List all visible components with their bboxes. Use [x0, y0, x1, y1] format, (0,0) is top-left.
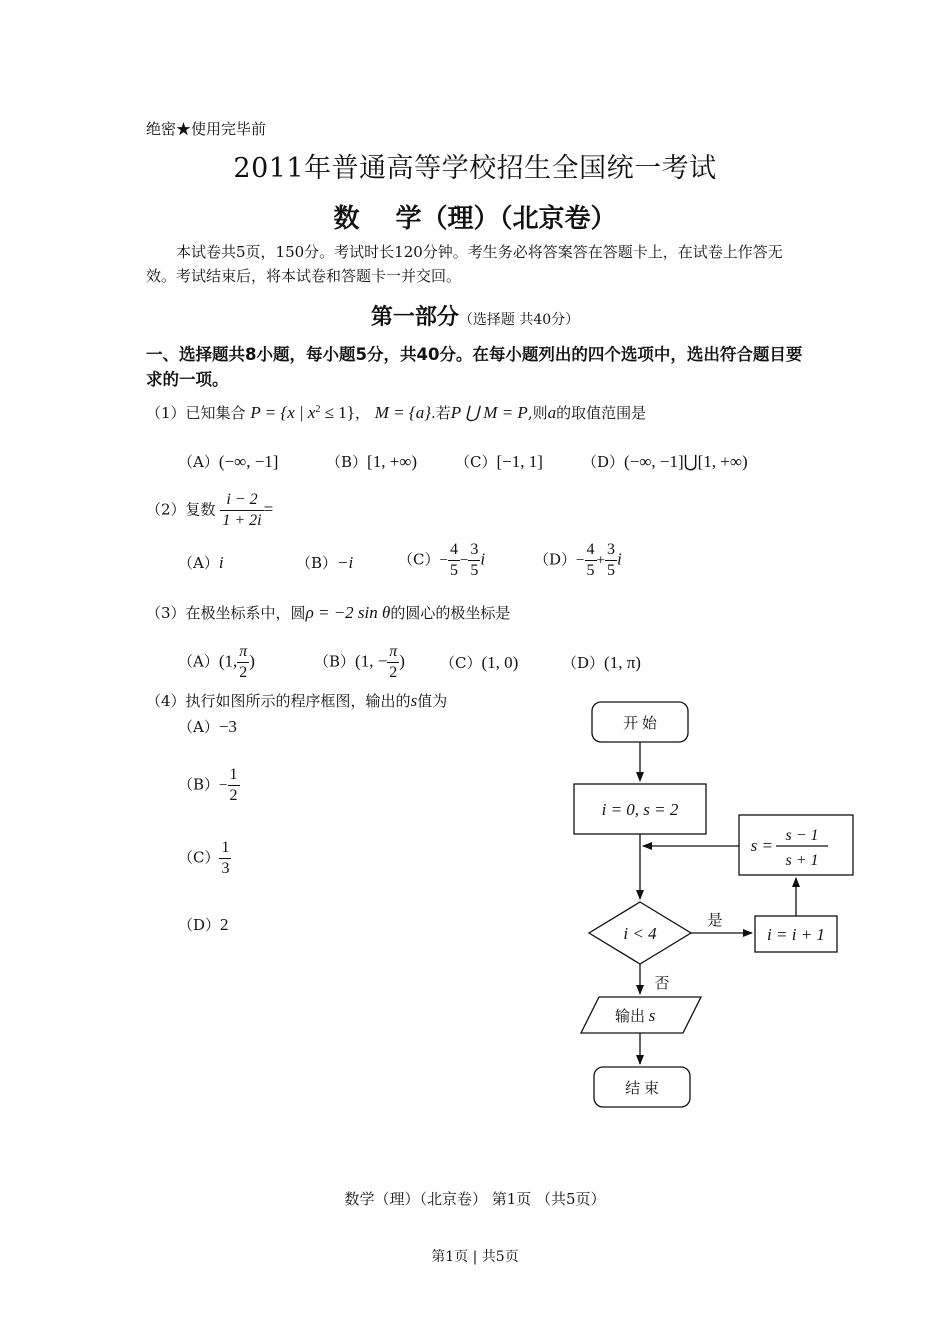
q2-c-num-1: 4	[448, 540, 460, 561]
q3-b-two: 2	[389, 664, 398, 681]
q2-option-b-value: −i	[337, 553, 354, 572]
q2-d-num-2: 3	[605, 540, 617, 561]
q1-option-c-label: （C）	[455, 453, 497, 471]
q4-var-s: s	[410, 691, 418, 710]
q2-fraction-den: 1 + 2i	[222, 512, 262, 529]
q1-text-d: 的取值范围是	[556, 404, 647, 422]
q2-c-num-2: 3	[468, 540, 480, 561]
q2-equals: =	[263, 499, 274, 519]
q3-option-c-label: （C）	[440, 654, 482, 672]
q4-option-d-value: 2	[220, 915, 229, 934]
q1-option-b-label: （B）	[326, 453, 368, 471]
end-label: 结 束	[625, 1081, 659, 1097]
q4-text-a: 执行如图所示的程序框图，输出的	[185, 692, 411, 710]
q4-option-d-label: （D）	[178, 916, 221, 934]
no-label: 否	[654, 976, 670, 992]
q4-option-a-label: （A）	[178, 718, 219, 736]
subject-char: 数	[333, 204, 360, 234]
q1-var-a: a	[547, 403, 557, 422]
q3-formula: ρ = −2 sin θ	[305, 603, 391, 622]
q1-set-m: M = {a}	[374, 403, 431, 422]
q2-option-a-label: （A）	[178, 554, 219, 572]
q2-c-den-2: 5	[470, 562, 479, 579]
condition-label: i < 4	[623, 924, 657, 943]
q2-d-den-2: 5	[606, 562, 615, 579]
q2-c-den-1: 5	[449, 562, 458, 579]
q1-option-c-value: [−1, 1]	[496, 452, 543, 471]
q4-option-a-value: −3	[218, 717, 237, 736]
q2-option-d-minus: −	[576, 552, 585, 569]
q2-fraction-num: i − 2	[220, 490, 263, 511]
q4-number: （4）	[146, 692, 186, 710]
exam-title: 2011年普通高等学校招生全国统一考试	[233, 153, 717, 184]
q2-option-c-label: （C）	[398, 550, 440, 569]
q3-option-b-close: )	[399, 651, 405, 671]
subject-rest: 学（理）（北京卷）	[395, 204, 617, 234]
page-number: 第1页 | 共5页	[431, 1249, 519, 1265]
q2-text: 复数	[185, 500, 216, 519]
q4-b-den: 2	[229, 787, 238, 804]
q1-option-a-label: （A）	[178, 453, 219, 471]
update-denominator: s + 1	[785, 852, 819, 869]
q1-option-d-label: （D）	[582, 453, 625, 471]
q1-sup: 2	[315, 404, 321, 415]
q4-b-num: 1	[228, 765, 240, 786]
q1-option-a-value: (−∞, −1]	[218, 452, 279, 471]
q3-option-a-open: (1,	[218, 651, 238, 671]
output-var: s	[648, 1006, 656, 1025]
q4-option-b-minus: −	[219, 777, 228, 794]
q4-option-c-label: （C）	[178, 848, 220, 867]
q2-option-b-label: （B）	[296, 554, 338, 572]
q4-option-b-label: （B）	[178, 775, 220, 794]
q1-text-a: 已知集合	[185, 404, 246, 422]
q2-option-d-label: （D）	[534, 550, 577, 569]
page-footer: 数学（理）（北京卷） 第1页 （共5页）	[344, 1190, 606, 1208]
q2-number: （2）	[146, 500, 186, 519]
q1-set-p-end: ≤ 1}	[320, 403, 355, 422]
secret-mark: 绝密★使用完毕前	[146, 120, 267, 138]
q1-set-p: P = {x | x	[250, 403, 316, 422]
q3-b-pi: π	[387, 642, 399, 663]
q2-option-c-i: i	[480, 549, 486, 569]
q3-text-a: 在极坐标系中，圆	[185, 604, 306, 622]
init-label: i = 0, s = 2	[601, 800, 679, 819]
q1-union: P ⋃ M = P	[450, 403, 528, 422]
part-title: 第一部分	[370, 305, 459, 330]
intro-paragraph: 本试卷共5页，150分。考试时长120分钟。考生务必将答案答在答题卡上，在试卷上作答无效。考试结束后，将本试卷和答题卡一并交回。	[146, 243, 783, 285]
start-label: 开 始	[623, 716, 657, 732]
q3-a-two: 2	[239, 664, 248, 681]
q2-option-d-i: i	[616, 549, 622, 569]
q1-text-c: ,则	[527, 404, 548, 422]
q3-option-d-label: （D）	[562, 654, 605, 672]
q3-number: （3）	[146, 604, 186, 622]
q1-option-b-value: [1, +∞)	[367, 452, 418, 471]
section-heading: 一、选择题共8小题，每小题5分，共40分。在每小题列出的四个选项中，选出符合题目要求的一项。	[146, 345, 803, 389]
q4-c-num: 1	[219, 838, 231, 859]
q3-option-b-label: （B）	[314, 652, 356, 671]
q3-option-a-close: )	[249, 651, 255, 671]
yes-label: 是	[707, 913, 723, 929]
update-lhs: s =	[750, 836, 773, 855]
q2-d-den-1: 5	[586, 562, 595, 579]
q1-text-b: .若	[431, 404, 451, 422]
q1-number: （1）	[146, 404, 186, 422]
q2-option-c-minus-2: −	[459, 552, 469, 569]
q3-a-pi: π	[237, 642, 249, 663]
q1-option-d-value: (−∞, −1]⋃[1, +∞)	[624, 452, 748, 471]
q2-option-d-plus: +	[596, 552, 605, 569]
q2-option-a-value: i	[218, 553, 224, 572]
q2-option-c-minus: −	[439, 552, 448, 569]
q3-text-b: 的圆心的极坐标是	[390, 604, 511, 622]
part-note: （选择题 共40分）	[458, 312, 580, 328]
q4-c-den: 3	[221, 860, 230, 877]
q3-option-a-label: （A）	[178, 652, 219, 671]
q1-comma: ，	[354, 404, 370, 422]
q3-option-b-open: (1, −	[355, 651, 388, 671]
q3-option-c-value: (1, 0)	[481, 653, 519, 672]
q4-text-b: 值为	[417, 692, 448, 710]
update-numerator: s − 1	[785, 827, 819, 844]
increment-label: i = i + 1	[767, 925, 825, 944]
q3-option-d-value: (1, π)	[604, 653, 641, 672]
output-label: 输出	[614, 1009, 646, 1025]
q2-d-num-1: 4	[585, 540, 597, 561]
